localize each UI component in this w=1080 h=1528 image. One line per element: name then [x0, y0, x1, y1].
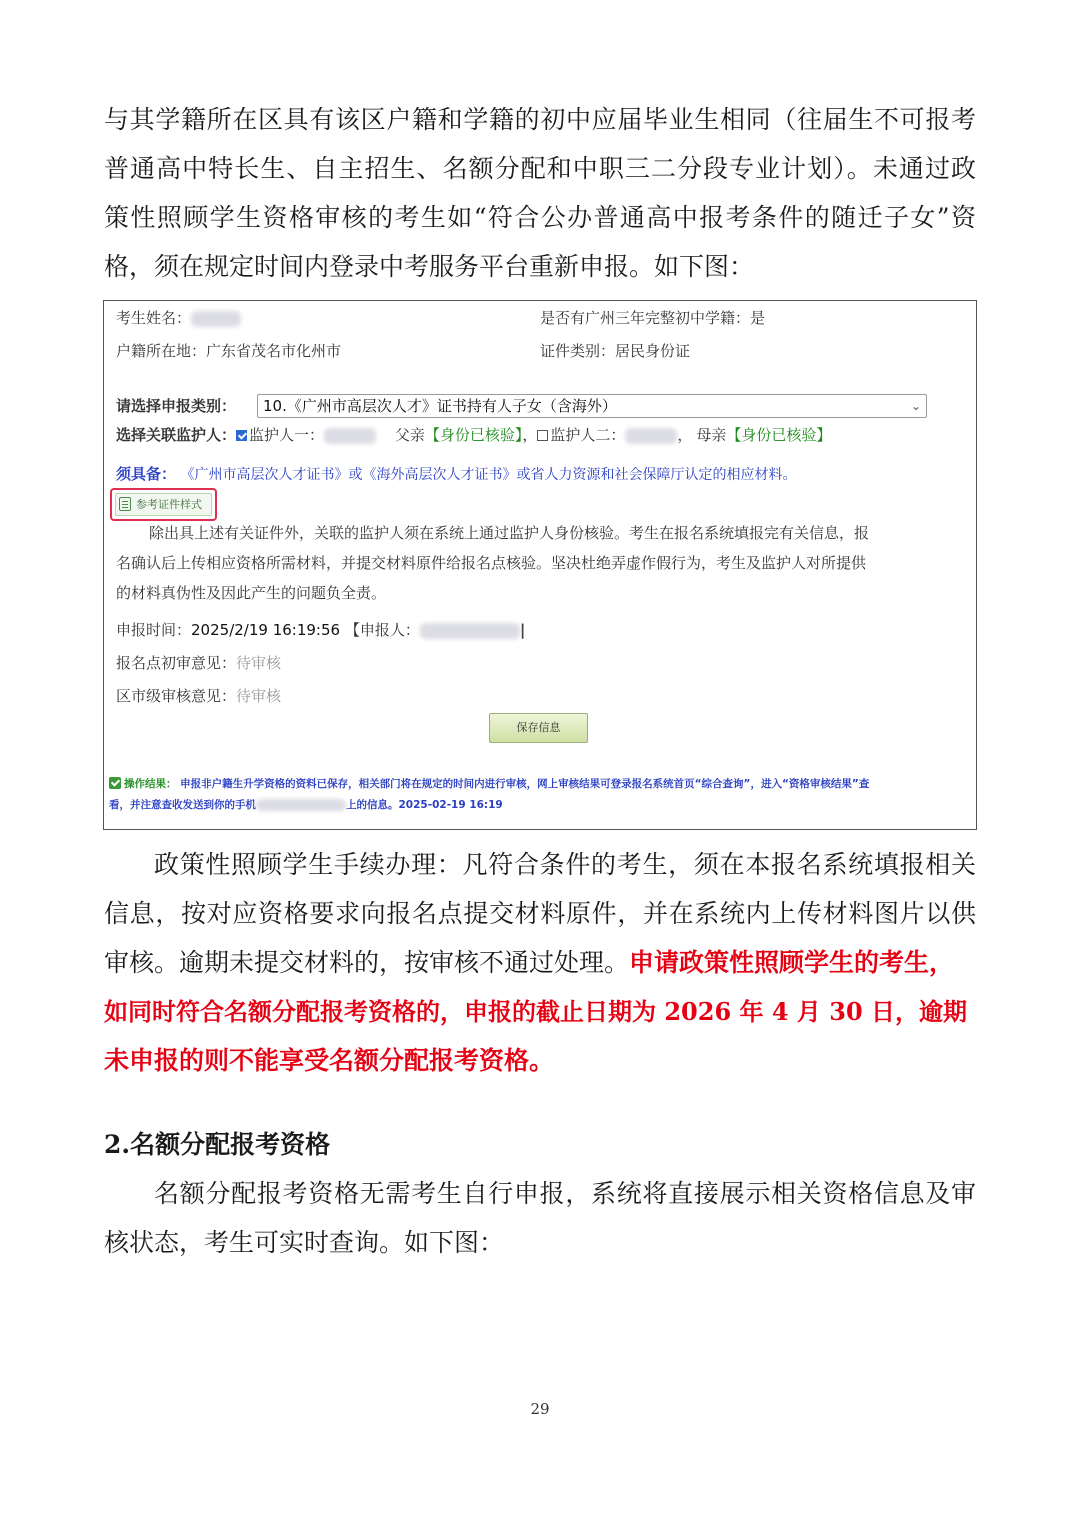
id-type-value: 居民身份证 — [615, 342, 691, 360]
id-type-row — [540, 341, 690, 361]
procedure-line-3-text: 审核。逾期未提交材料的，按审核不通过处理。 — [104, 948, 630, 977]
procedure-line-1: 政策性照顾学生手续办理：凡符合条件的考生，须在本报名系统填报相关 — [154, 850, 976, 879]
guardian-label: 选择关联监护人： — [116, 426, 237, 444]
reference-sample-label: 参考证件样式 — [136, 498, 202, 511]
result-text-2a: 看，并注意查收发送到你的手机 — [109, 799, 256, 811]
intro-line-4: 格，须在规定时间内登录中考服务平台重新申报。如下图： — [104, 252, 755, 281]
operation-result — [109, 774, 971, 816]
initial-review-row — [116, 653, 281, 673]
result-line-2 — [109, 795, 971, 816]
intro-line-1: 与其学籍所在区具有该区户籍和学籍的初中应届毕业生相同（往届生不可报考 — [104, 105, 976, 134]
notice-line-1: 除出具上述有关证件外，关联的监护人须在系统上通过监护人身份核验。考生在报名系统填报完有关信息，报 — [149, 524, 870, 542]
guardian-row: 选择关联监护人： 监护人一： 父亲【身份已核验】， 监护人二： ， 母亲【身份已核验】 — [116, 426, 832, 444]
district-review-label: 区市级审核意见： — [116, 687, 237, 705]
form-screenshot — [103, 300, 977, 830]
result-label: 操作结果： — [124, 778, 177, 790]
name-label: 考生姓名： — [116, 309, 192, 327]
applicant-redacted — [420, 623, 520, 639]
procedure-highlight-line-1: 如同时符合名额分配报考资格的，申报的截止日期为 2026 年 4 月 30 日，逾期 — [104, 997, 968, 1026]
guardian2-redacted — [625, 428, 677, 444]
id-type-label: 证件类别： — [540, 342, 616, 360]
procedure-line-3 — [104, 945, 976, 981]
reference-sample-button[interactable] — [110, 488, 217, 521]
intro-line-3: 策性照顾学生资格审核的考生如“符合公办普通高中报考条件的随迁子女”资 — [104, 203, 976, 232]
initial-review-label: 报名点初审意见： — [116, 654, 237, 672]
check-icon — [109, 777, 121, 789]
section2-line-1: 名额分配报考资格无需考生自行申报，系统将直接展示相关资格信息及审 — [154, 1179, 976, 1208]
applicant-label: 【申报人： — [344, 621, 420, 639]
document-icon — [119, 497, 131, 511]
name-redacted — [191, 311, 241, 327]
notice-line-3: 的材料真伪性及因此产生的问题负全责。 — [116, 584, 387, 602]
notice-line-2: 名确认后上传相应资格所需材料，并提交材料原件给报名点核验。坚决杜绝弄虚作假行为，考生及监护人对所提供 — [116, 554, 867, 572]
category-select[interactable] — [257, 394, 927, 418]
initial-review-value: 待审核 — [236, 654, 282, 672]
name-row — [116, 308, 241, 328]
requirement-text — [116, 463, 796, 484]
save-button[interactable]: 保存信息 — [489, 713, 588, 743]
guardian1-redacted — [324, 428, 376, 444]
result-text-2b: 上的信息。2025-02-19 16:19 — [346, 799, 503, 811]
father-label: 父亲 — [394, 426, 425, 444]
apply-time-label: 申报时间： — [116, 621, 192, 639]
chevron-down-icon: ⌄ — [910, 399, 921, 413]
procedure-highlight-start: 申请政策性照顾学生的考生， — [629, 948, 955, 977]
mother-status: 【身份已核验】 — [726, 426, 832, 444]
page-number: 29 — [530, 1400, 550, 1418]
requirement-label: 须具备： — [116, 465, 177, 483]
father-status: 【身份已核验】 — [424, 426, 523, 444]
mother-label: 母亲 — [696, 426, 727, 444]
guardian2-checkbox[interactable] — [537, 430, 548, 441]
section-heading: 2.名额分配报考资格 — [104, 1130, 331, 1159]
guardian2-label: 监护人二： — [550, 426, 626, 444]
hukou-value: 广东省茂名市化州市 — [206, 342, 342, 360]
apply-time-row: 申报时间：2025/2/19 16:19:56 【申报人： | — [116, 621, 526, 639]
apply-time-value: 2025/2/19 16:19:56 — [191, 621, 341, 639]
guangzhou-row — [540, 308, 765, 328]
district-review-row — [116, 686, 281, 706]
section2-line-2: 核状态，考生可实时查询。如下图： — [104, 1228, 505, 1257]
hukou-label: 户籍所在地： — [116, 342, 207, 360]
district-review-value: 待审核 — [236, 687, 282, 705]
phone-redacted — [256, 799, 346, 811]
requirement-body: 《广州市高层次人才证书》或《海外高层次人才证书》或省人力资源和社会保障厅认定的相应材料。 — [180, 467, 797, 483]
hukou-row — [116, 341, 341, 361]
guardian1-label: 监护人一： — [249, 426, 325, 444]
guardian1-checkbox[interactable] — [236, 430, 247, 441]
category-value: 10.《广州市高层次人才》证书持有人子女（含海外） — [263, 397, 617, 415]
procedure-highlight-line-2: 未申报的则不能享受名额分配报考资格。 — [104, 1046, 555, 1075]
procedure-line-2: 信息，按对应资格要求向报名点提交材料原件，并在系统内上传材料图片以供 — [104, 899, 976, 928]
result-text-1: 申报非户籍生升学资格的资料已保存，相关部门将在规定的时间内进行审核，网上审核结果可登录报名系统首页“综合查询”，进入“资格审核结果”查 — [180, 778, 870, 790]
guangzhou-label: 是否有广州三年完整初中学籍： — [540, 309, 751, 327]
result-line-1 — [109, 774, 971, 795]
intro-line-2: 普通高中特长生、自主招生、名额分配和中职三二分段专业计划）。未通过政 — [104, 154, 976, 183]
category-label: 请选择申报类别： — [116, 397, 237, 415]
guangzhou-value: 是 — [750, 309, 766, 327]
